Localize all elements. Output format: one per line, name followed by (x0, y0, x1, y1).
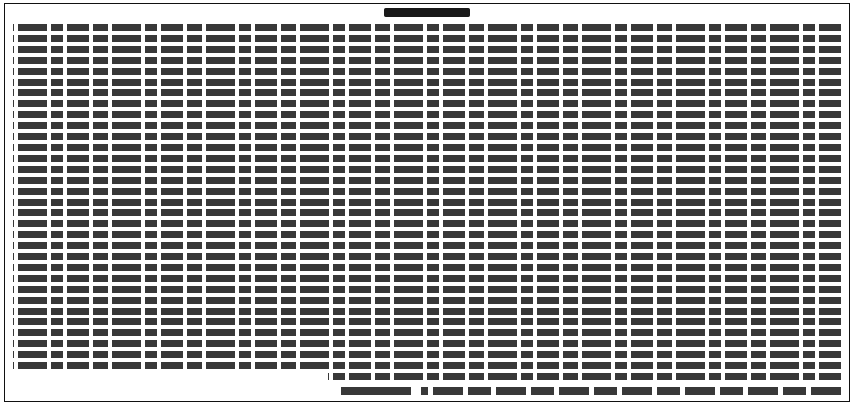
notice-text-line (13, 351, 841, 358)
notice-footer (13, 386, 841, 396)
notice-text-line (13, 362, 841, 369)
notice-text-line (13, 133, 841, 140)
notice-text-line (13, 46, 841, 53)
notice-text-line (13, 89, 841, 96)
notice-text-line (13, 231, 841, 238)
notice-text-line (13, 24, 841, 31)
notice-text-line (13, 264, 841, 271)
notice-text-line (13, 286, 841, 293)
notice-text-line (13, 253, 841, 260)
notice-text-line (13, 57, 841, 64)
auction-notice (4, 3, 850, 402)
notice-text-line (13, 166, 841, 173)
notice-body (13, 24, 841, 380)
notice-text-line (13, 35, 841, 42)
notice-text-line (13, 111, 841, 118)
notice-text-line (13, 275, 841, 282)
notice-text-line (13, 68, 841, 75)
notice-text-line (13, 177, 841, 184)
notice-text-line (13, 188, 841, 195)
notice-text-line (13, 308, 841, 315)
notice-text-line (13, 79, 841, 86)
notice-reference-number (341, 387, 411, 395)
notice-title-text (384, 8, 470, 17)
notice-signature (421, 387, 841, 395)
notice-text-line (13, 122, 841, 129)
notice-text-line (13, 340, 841, 347)
notice-text-line (13, 155, 841, 162)
notice-title (5, 8, 849, 20)
notice-text-line (328, 373, 841, 380)
notice-text-line (13, 144, 841, 151)
notice-text-line (13, 209, 841, 216)
notice-text-line (13, 329, 841, 336)
notice-text-line (13, 242, 841, 249)
notice-text-line (13, 318, 841, 325)
notice-text-line (13, 100, 841, 107)
notice-text-line (13, 297, 841, 304)
notice-text-line (13, 199, 841, 206)
notice-text-line (13, 220, 841, 227)
